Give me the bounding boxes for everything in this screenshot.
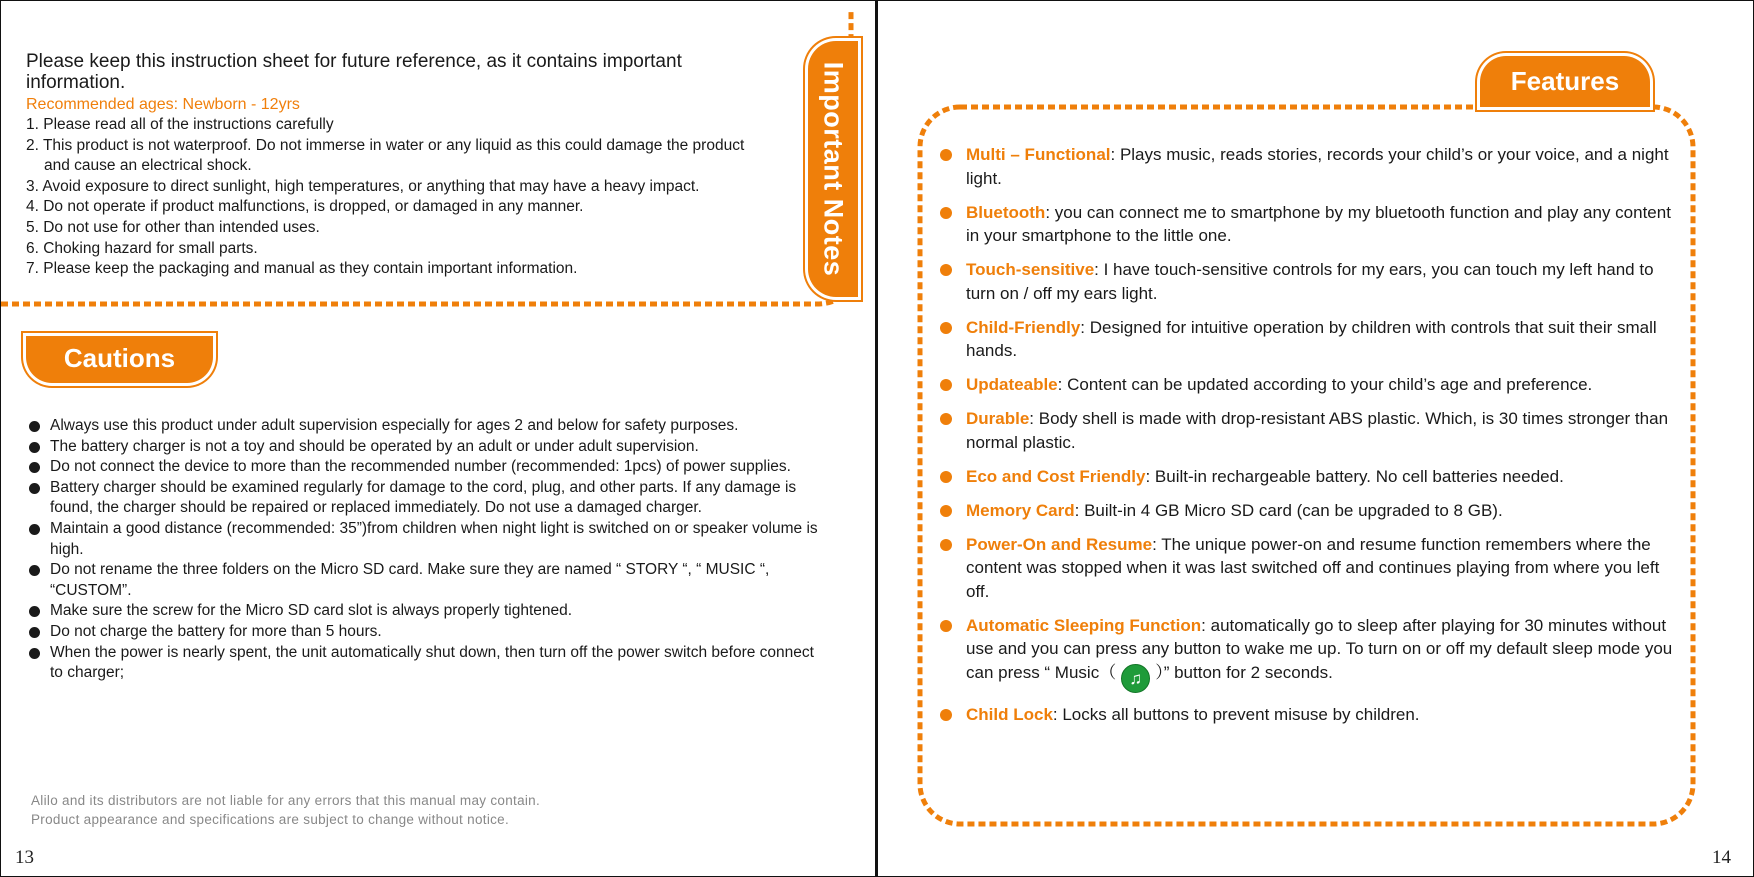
feature-item	[938, 465, 1678, 489]
features-tab: Features	[1480, 56, 1650, 107]
feature-name: Touch-sensitive	[966, 260, 1095, 279]
important-notes-tab	[808, 41, 858, 297]
feature-name: Durable	[966, 409, 1030, 428]
note-item: 6. Choking hazard for small parts.	[26, 239, 258, 257]
caution-item: Do not charge the battery for more than 5 hours.	[26, 622, 826, 643]
feature-name: Power-On and Resume	[966, 534, 1153, 554]
disclaimer-line: Alilo and its distributors are not liable for any errors that this manual may contain.	[31, 793, 541, 808]
features-list	[938, 143, 1678, 737]
cautions-tab: Cautions	[26, 336, 213, 383]
feature-item	[938, 703, 1678, 727]
feature-item	[938, 316, 1678, 363]
disclaimer-line: Product appearance and specifications are subject to change without notice.	[31, 812, 510, 827]
page-left	[0, 0, 876, 877]
feature-name: Child Lock	[966, 705, 1053, 724]
caution-item: Do not rename the three folders on the Micro SD card. Make sure they are named “ STORY “, “ MUSIC “, “CUSTOM”.	[26, 560, 826, 601]
feature-desc: : automatically go to sleep after playing for 30 minutes without use and you can press any button to wake me up. To turn on or off my default sleep mode you can press “ Music（	[966, 615, 1673, 682]
feature-name: Multi – Functional	[966, 145, 1111, 164]
feature-item	[938, 499, 1678, 523]
note-item: 7. Please keep the packaging and manual as they contain important information.	[26, 260, 578, 278]
intro-text: Please keep this instruction sheet for future reference, as it contains important information.	[26, 51, 682, 93]
feature-desc: : Built-in 4 GB Micro SD card (can be upgraded to 8 GB).	[1074, 500, 1503, 520]
music-note-icon: ♫	[1121, 664, 1150, 693]
notes-list	[26, 115, 761, 280]
page-number-left: 13	[15, 847, 34, 868]
note-item: 5. Do not use for other than intended uses.	[26, 218, 320, 236]
feature-item	[938, 258, 1678, 305]
feature-desc: : I have touch-sensitive controls for my ears, you can touch my left hand to turn on / off my ears light.	[966, 260, 1654, 303]
caution-item: Make sure the screw for the Micro SD card slot is always properly tightened.	[26, 601, 826, 622]
feature-name: Eco and Cost Friendly	[966, 466, 1146, 486]
feature-desc: : Built-in rechargeable battery. No cell batteries needed.	[1145, 466, 1564, 486]
caution-item: Do not connect the device to more than the recommended number (recommended: 1pcs) of power supplies.	[26, 457, 826, 478]
feature-desc-after: ）” button for 2 seconds.	[1155, 662, 1333, 682]
caution-item: The battery charger is not a toy and should be operated by an adult or under adult supervision.	[26, 437, 826, 458]
note-item: 3. Avoid exposure to direct sunlight, high temperatures, or anything that may have a heavy impact.	[26, 177, 700, 195]
disclaimer	[31, 791, 540, 829]
page-number-right: 14	[1712, 847, 1731, 868]
feature-name: Memory Card	[966, 500, 1075, 520]
feature-desc: : Plays music, reads stories, records your child’s or your voice, and a night light.	[966, 145, 1669, 188]
feature-desc: : Content can be updated according to your child’s age and preference.	[1057, 375, 1593, 394]
note-item: 2. This product is not waterproof. Do not immerse in water or any liquid as this could damage the product and cause an electrical shock.	[26, 136, 745, 175]
recommended-ages: Recommended ages: Newborn - 12yrs	[26, 96, 300, 113]
note-item: 4. Do not operate if product malfunctions, is dropped, or damaged in any manner.	[26, 198, 584, 216]
caution-item: Maintain a good distance (recommended: 35”)from children when night light is switched on or speaker volume is high.	[26, 519, 826, 560]
feature-name: Child-Friendly	[966, 317, 1081, 337]
feature-item	[938, 614, 1678, 693]
caution-item: Always use this product under adult supervision especially for ages 2 and below for safety purposes.	[26, 416, 826, 437]
feature-desc: : you can connect me to smartphone by my bluetooth function and play any content in your smartphone to the little one.	[966, 202, 1671, 245]
intro-section	[26, 51, 761, 280]
feature-desc: : The unique power-on and resume function remembers where the content was stopped when it was last switched off and continues playing from where you left off.	[966, 534, 1660, 601]
feature-item	[938, 407, 1678, 454]
feature-name: Updateable	[966, 375, 1058, 394]
feature-name: Automatic Sleeping Function	[966, 615, 1202, 635]
caution-item: When the power is nearly spent, the unit automatically shut down, then turn off the power switch before connect to charger;	[26, 643, 826, 684]
feature-name: Bluetooth	[966, 202, 1046, 222]
cautions-list	[26, 416, 826, 684]
feature-item	[938, 201, 1678, 248]
caution-item: Battery charger should be examined regularly for damage to the cord, plug, and other parts. If any damage is found, the charger should be repaired or replaced immediately. Do not use a damaged charger.	[26, 478, 826, 519]
feature-desc: : Body shell is made with drop-resistant ABS plastic. Which, is 30 times stronger than normal plastic.	[966, 409, 1669, 452]
note-item: 1. Please read all of the instructions carefully	[26, 116, 334, 133]
important-notes-label: Important Notes	[818, 61, 849, 277]
feature-item	[938, 533, 1678, 604]
feature-desc: : Designed for intuitive operation by children with controls that suit their small hands.	[966, 317, 1657, 360]
feature-item	[938, 373, 1678, 397]
feature-desc: : Locks all buttons to prevent misuse by children.	[1052, 705, 1420, 724]
feature-item	[938, 143, 1678, 190]
